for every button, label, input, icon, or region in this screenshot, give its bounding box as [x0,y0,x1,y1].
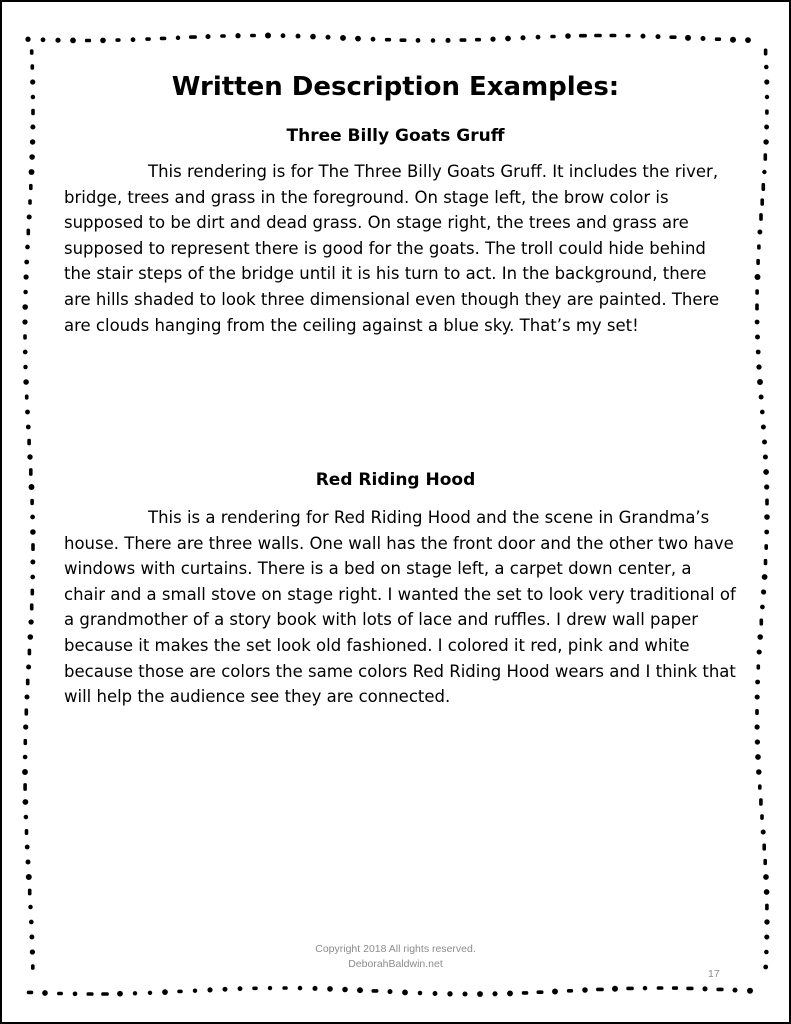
border-dash [764,153,768,161]
border-dot [388,989,393,994]
border-dash [765,904,769,911]
border-dash [400,38,407,42]
border-dash [755,709,759,715]
border-dot [326,35,331,40]
border-dot [22,769,28,775]
border-dash [220,34,226,38]
border-dot [416,38,421,43]
section-heading-three-billy-goats-gruff: Three Billy Goats Gruff [286,126,505,146]
border-dot [685,35,691,41]
border-dash [250,34,256,38]
border-dash [115,38,120,42]
page-number: 17 [708,968,720,980]
border-dot [193,988,197,992]
border-dot [70,38,76,44]
border-dot [761,829,766,834]
border-dot [340,35,346,41]
border-dot [24,260,29,265]
page-title: Written Description Examples: [171,72,620,102]
border-dot [747,988,753,994]
border-dot [23,379,29,385]
border-dash [30,49,34,55]
border-dash [25,395,29,400]
border-dash [522,991,529,995]
border-dash [475,38,481,42]
border-dot [756,769,762,775]
border-dash [755,303,759,310]
border-dot [520,35,525,40]
border-dot [327,986,333,992]
border-dot [117,991,123,997]
border-dot [23,755,28,760]
border-dot [133,991,137,995]
border-dot [26,874,32,880]
border-dot [25,37,30,42]
border-dash [672,986,678,990]
border-dash [85,39,91,43]
border-dot [41,37,46,42]
border-dash [760,198,764,205]
border-dot [238,986,243,991]
border-dot [755,739,760,744]
border-dash [537,990,544,994]
border-dot [756,364,761,369]
border-dot [755,694,760,699]
section-body-three-billy-goats-gruff: This rendering is for The Three Billy Goats Gruff. It includes the river, bridge, trees and grass in the foreground. On stage left, the brow color is supposed to be dirt and dead grass. On stage right, the trees and grass are supposed to represent there is good for the goats. The troll could hide behind the stair steps of the bridge until it is his turn to act. In the background, there are hills shaded to look three dimensional even though they are painted. There are clouds hanging from the ceiling against a blue sky. That’s my set! [64,162,720,335]
border-dot [418,991,423,996]
border-dash [686,987,693,991]
border-dot [235,33,240,38]
border-dot [536,35,541,40]
border-dash [25,708,29,715]
border-dash [765,499,769,506]
border-dot [28,619,33,624]
border-dot [30,529,36,535]
border-dot [26,860,31,865]
border-dash [28,199,32,205]
border-dot [760,605,765,610]
border-dot [28,634,34,640]
border-dash [385,38,391,42]
border-dot [507,990,513,996]
border-dot [342,987,348,993]
border-dot [757,649,762,654]
border-dash [31,109,35,116]
border-dot [371,37,376,42]
border-dash [24,739,28,745]
border-dot [268,986,272,990]
border-dash [762,183,766,191]
border-dot [761,589,766,594]
border-dot [762,574,768,580]
border-dot [643,986,648,991]
border-dot [27,214,32,219]
border-dot [764,889,770,895]
border-dash [25,829,29,835]
border-dash [755,289,759,294]
border-dash [760,814,764,820]
border-dot [582,987,588,993]
border-dash [567,989,573,993]
border-dot [757,230,762,235]
border-dash [550,35,555,39]
border-dash [57,992,63,996]
border-dot [463,992,468,997]
border-dash [252,987,257,991]
border-dash [28,649,32,656]
border-dash [23,783,27,791]
border-dot [207,987,212,992]
border-dash [30,499,34,505]
border-dash [596,988,604,992]
border-dot [755,724,760,729]
border-dot [730,37,736,43]
border-dot [162,989,168,995]
border-dash [757,664,761,669]
border-dot [30,560,35,565]
border-dot [29,935,34,940]
border-dash [31,589,35,596]
border-dash [282,986,287,990]
border-dot [433,991,438,996]
border-dot [552,989,558,995]
border-dash [759,213,763,221]
border-dash [715,37,721,41]
border-dash [160,37,167,41]
border-dot [265,33,271,39]
border-dot [23,799,29,805]
border-dot [55,38,60,43]
border-dash [759,798,763,805]
section-heading-red-riding-hood: Red Riding Hood [315,470,476,490]
border-dot [27,454,32,459]
border-dash [28,889,32,896]
border-dot [73,991,78,996]
border-dash [30,603,34,610]
border-dash [757,244,761,249]
border-dash [626,34,631,38]
border-dot [763,454,768,459]
border-dot [402,990,408,996]
border-dot [763,874,769,880]
border-dash [764,544,768,550]
border-dot [761,425,766,430]
border-dot [733,988,738,993]
border-dot [701,36,706,41]
copyright-text: Copyright 2018 All rights reserved. [315,943,476,955]
border-dash [27,229,31,236]
border-dot [431,38,436,43]
border-dot [26,665,31,670]
border-dot [764,514,770,520]
border-dash [177,990,182,994]
border-dot [100,38,106,44]
border-dot [757,379,763,385]
border-dot [23,274,28,279]
border-dot [24,815,29,820]
footer [0,942,791,972]
border-dot [23,350,28,355]
border-dash [610,34,617,38]
border-dot [25,410,30,415]
border-dot [762,170,766,174]
border-dash [765,109,769,114]
border-dot [492,991,497,996]
border-dash [762,844,766,851]
border-dash [189,35,197,39]
border-dot [148,991,152,995]
border-dot [298,986,303,991]
border-dot [755,335,760,340]
border-dash [101,992,109,996]
border-dot [131,37,136,42]
border-dash [657,986,664,990]
border-dot [764,934,769,939]
border-dot [296,34,301,39]
border-dot [764,919,769,924]
border-dot [26,425,31,430]
border-dot [745,37,751,43]
border-dot [764,530,769,535]
border-dot [30,515,35,520]
border-dot [641,34,646,39]
border-dot [312,986,317,991]
border-dash [87,992,94,996]
website-text: DeborahBaldwin.net [348,958,443,970]
border-dash [594,34,602,38]
border-dot [28,905,32,909]
border-dot [22,304,28,310]
border-dot [757,634,763,640]
border-dash [23,334,27,339]
border-dot [762,440,767,445]
border-dot [30,575,35,580]
border-dot [755,274,761,280]
border-dot [176,36,180,40]
border-dot [205,34,210,39]
border-dash [763,859,767,865]
border-dot [22,319,27,324]
border-dash [31,543,35,551]
border-dash [27,439,31,446]
border-dot [25,845,30,850]
border-dot [702,986,707,991]
border-dash [29,184,33,190]
border-dash [626,987,634,991]
border-dot [357,987,363,993]
border-dot [447,991,452,996]
border-dot [42,990,48,996]
border-dot [655,34,660,39]
border-dash [27,991,33,995]
border-dash [716,988,723,992]
border-dash [460,38,467,42]
border-dot [310,34,316,40]
border-dot [25,245,30,250]
section-body-red-riding-hood: This is a rendering for Red Riding Hood and the scene in Grandma’s house. There are three walls. One wall has the front door and the other two have windows with curtains. There is a bed on stage left, a carpet down center, a chair and a small stove on stage right. I wanted the set to look very traditional of a grandmother of a story book with lots of lace and ruffles. I drew wall paper because it makes the set look old fashioned. I colored it red, pink and white because those are colors the same colors Red Riding Hood wears and I think that will help the audience see they are connected. [64,508,736,707]
border-dot [490,37,495,42]
border-dot [445,38,450,43]
border-dash [579,34,587,38]
border-dot [477,991,483,997]
border-dash [764,559,768,565]
border-dot [756,350,761,355]
border-dot [23,290,27,294]
border-dot [755,680,760,685]
border-dot [29,920,34,925]
border-dash [145,37,151,41]
border-dash [26,679,30,686]
border-dot [355,36,361,42]
border-dot [281,33,286,38]
border-dot [760,410,765,415]
border-dot [505,36,511,42]
border-dash [756,259,760,265]
border-dot [755,320,760,325]
border-dash [372,989,379,993]
border-dot [29,154,35,160]
border-dot [23,365,27,369]
border-dot [23,724,28,729]
border-dash [764,49,768,56]
border-dot [755,754,761,760]
border-dash [669,35,676,39]
border-dot [24,694,29,699]
border-dot [759,395,764,400]
border-dash [758,784,762,789]
border-dot [565,33,571,39]
border-dot [612,986,618,992]
border-dot [223,987,228,992]
border-dash [760,619,764,626]
border-dot [29,169,35,175]
